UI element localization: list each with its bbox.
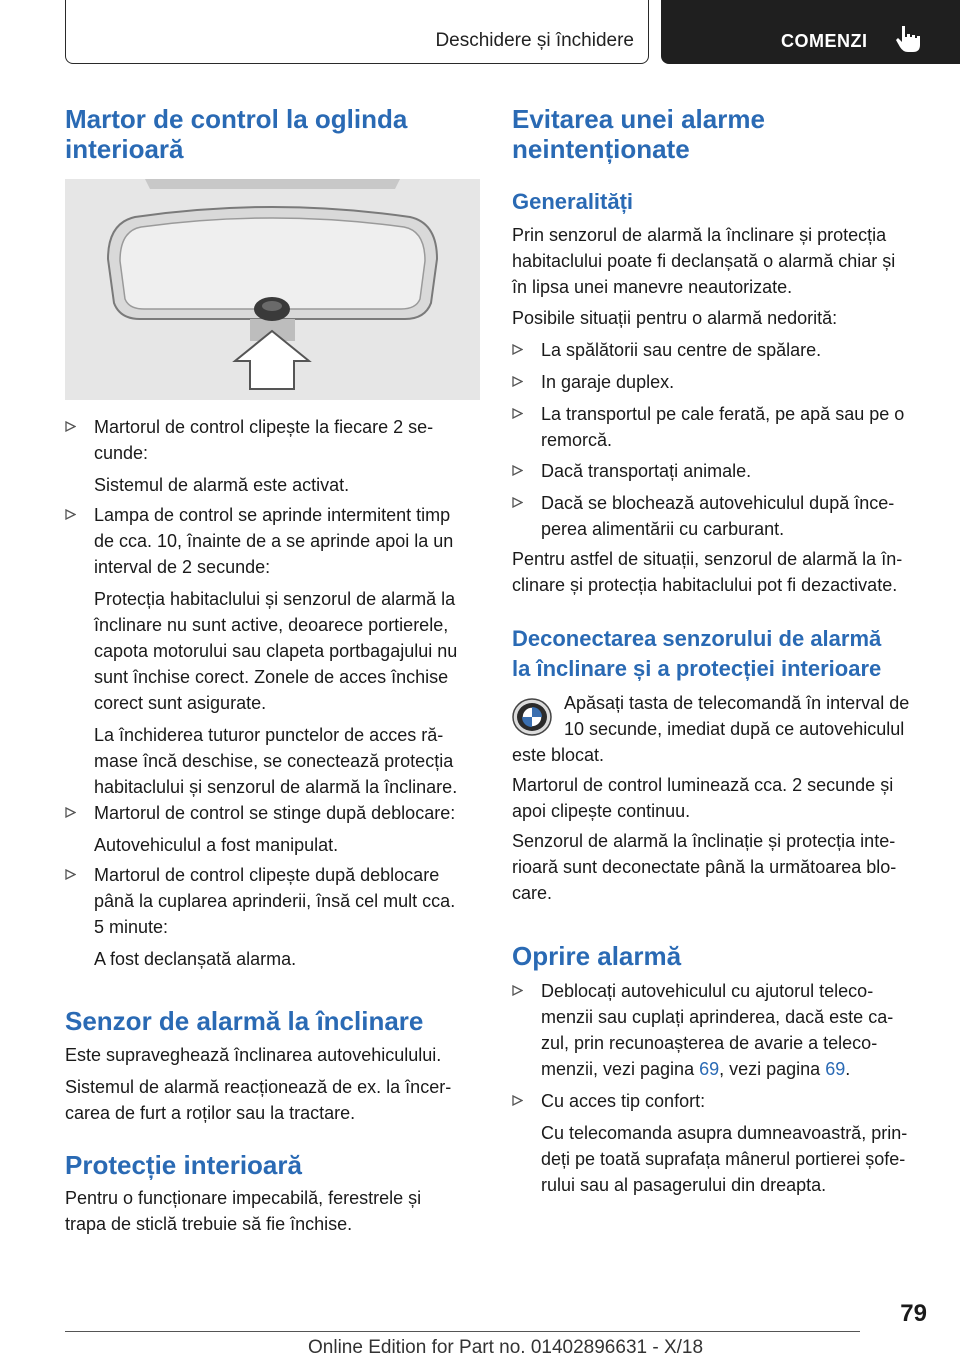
bmw-remote-key-icon xyxy=(512,697,552,737)
list-item: Martorul de control clipește după deblocare până la cuplarea aprinderii, însă cel mult cca. 5 minute: A fost declanșată alarma. xyxy=(65,862,485,972)
tilt-paragraph: Este supraveghează înclinarea autovehiculului. xyxy=(65,1045,442,1065)
triangle-right-outline-icon xyxy=(65,869,76,880)
footer-edition: Online Edition for Part no. 01402896631 - X/18 xyxy=(308,1337,704,1358)
interior-paragraph: Pentru o funcționare impecabilă, ferestrele și trapa de sticlă trebuie să fie închise. xyxy=(65,1188,422,1234)
triangle-right-outline-icon xyxy=(512,985,523,996)
heading-interior-protection: Protecție interioară xyxy=(65,1150,302,1180)
general-paragraph: Prin senzorul de alarmă la înclinare și protecția habitaclului poate fi declanșată o alarmă chiar și în lipsa unei manevre neautorizate. xyxy=(512,225,896,297)
triangle-right-outline-icon xyxy=(512,408,523,419)
list-item: La spălătorii sau centre de spălare. xyxy=(512,337,932,363)
list-item: La transportul pe cale ferată, pe apă sau pe o remorcă. xyxy=(512,401,932,453)
triangle-right-outline-icon xyxy=(65,509,76,520)
heading-mirror-indicator: Martor de control la oglinda interioară xyxy=(65,104,408,164)
list-item: Lampa de control se aprinde intermitent timp de cca. 10, înainte de a se aprinde apoi la un interval de 2 secunde: Protecția habitaclului și senzorul de alarmă la înclinare nu sunt active, deoarece portierele, capota motorului sau clapeta portbagajului nu sunt închise corect. Zonele de acces închise corect sunt asigurate. La închiderea tuturor punctelor de acces ră‐ mase încă deschise, se conectează protecția habitaclului și senzorul de alarmă la înclinare. xyxy=(65,502,485,800)
triangle-right-outline-icon xyxy=(512,497,523,508)
triangle-right-outline-icon xyxy=(512,1095,523,1106)
list-item: Martorul de control clipește la fiecare 2 se‐ cunde: Sistemul de alarmă este activat. xyxy=(65,414,485,498)
list-item: Deblocați autovehiculul cu ajutorul teleco‐ menzii sau cuplați aprinderea, dacă este ca‐ zul, prin recunoașterea de avarie a teleco‐ menzii, vezi pagina 69, vezi pagina 69. xyxy=(512,978,932,1082)
list-item: In garaje duplex. xyxy=(512,369,932,395)
list-item: Dacă se blochează autovehiculul după înce‐ perea alimentării cu carburant. xyxy=(512,490,932,542)
page-link[interactable]: 69 xyxy=(699,1059,720,1079)
page-link[interactable]: 69 xyxy=(825,1059,846,1079)
list-item: Dacă transportați animale. xyxy=(512,458,932,484)
triangle-right-outline-icon xyxy=(512,376,523,387)
heading-disconnect: Deconectarea senzorului de alarmă la înclinare și a protecției interioare xyxy=(512,626,882,681)
list-item: Cu acces tip confort: Cu telecomanda asupra dumneavoastră, prin‐ deți pe toată suprafața mânerul portierei șofe‐ rului sau al pasagerului din dreapta. xyxy=(512,1088,932,1198)
page-number: 79 xyxy=(900,1300,927,1327)
triangle-right-outline-icon xyxy=(65,807,76,818)
possible-situations: Posibile situații pentru o alarmă nedorită: xyxy=(512,308,838,328)
triangle-right-outline-icon xyxy=(512,465,523,476)
footer-divider xyxy=(65,1331,860,1332)
lamp-paragraph: Martorul de control luminează cca. 2 secunde și apoi clipește continuu. xyxy=(512,775,894,821)
tilt-paragraph-2: Sistemul de alarmă reacționează de ex. la încer‐ carea de furt a roților sau la tractare. xyxy=(65,1077,452,1123)
heading-tilt-sensor: Senzor de alarmă la înclinare xyxy=(65,1006,424,1036)
heading-general: Generalități xyxy=(512,189,634,214)
header-section-tab xyxy=(65,0,649,64)
heading-stop-alarm: Oprire alarmă xyxy=(512,941,682,971)
triangle-right-outline-icon xyxy=(65,421,76,432)
deactivate-paragraph: Pentru astfel de situații, senzorul de alarmă la în‐ clinare și protecția habitaclului pot fi dezactivate. xyxy=(512,549,903,595)
chapter-title: COMENZI xyxy=(781,31,868,51)
list-item: Martorul de control se stinge după deblocare: Autovehiculul a fost manipulat. xyxy=(65,800,485,858)
rearview-mirror-image xyxy=(65,179,480,400)
section-title: Deschidere și închidere xyxy=(435,30,634,51)
disconnect-paragraph: Apăsați tasta de telecomandă în interval de 10 secunde, imediat după ce autovehiculul este blocat. xyxy=(512,693,910,765)
triangle-right-outline-icon xyxy=(512,344,523,355)
sensor-paragraph: Senzorul de alarmă la înclinație și protecția inte‐ rioară sunt deconectate până la următoarea blo‐ care. xyxy=(512,831,897,903)
hand-pointing-icon xyxy=(893,24,923,54)
heading-avoid-alarm: Evitarea unei alarme neintenționate xyxy=(512,104,765,164)
